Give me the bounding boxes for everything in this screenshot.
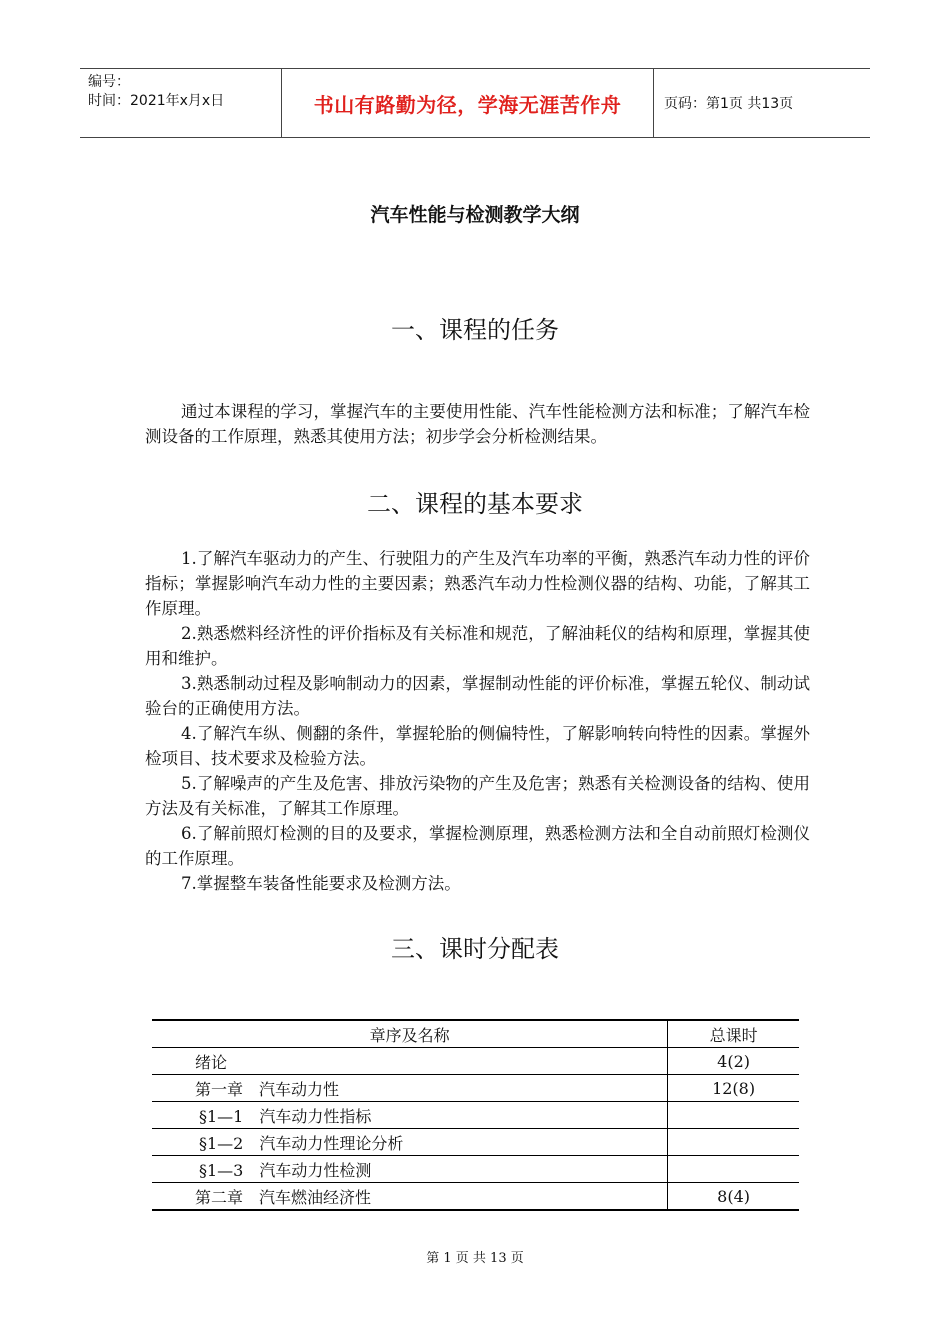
- table-row: [152, 1129, 799, 1156]
- table-header-row: [152, 1020, 799, 1048]
- column-header-chapter: 章序及名称: [152, 1020, 668, 1048]
- requirement-item: 6.了解前照灯检测的目的及要求，掌握检测原理，熟悉检测方法和全自动前照灯检测仪的工作原理。: [145, 824, 810, 868]
- hours-table: [152, 1019, 799, 1211]
- chapter-name: §1—1 汽车动力性指标: [152, 1102, 668, 1129]
- time-label: 时间：2021年x月x日: [88, 93, 225, 109]
- header-motto: 书山有路勤为径，学海无涯苦作舟: [313, 92, 622, 117]
- chapter-name: §1—2 汽车动力性理论分析: [152, 1129, 668, 1156]
- section-heading-hours: 三、课时分配表: [391, 935, 559, 963]
- chapter-name: 绪论: [152, 1048, 668, 1075]
- requirement-item: 7.掌握整车装备性能要求及检测方法。: [181, 874, 461, 893]
- table-row: [152, 1156, 799, 1183]
- chapter-name: 第二章 汽车燃油经济性: [152, 1183, 668, 1211]
- task-paragraph: [145, 399, 810, 449]
- task-paragraph-text: 通过本课程的学习，掌握汽车的主要使用性能、汽车性能检测方法和标准；了解汽车检测设备的工作原理，熟悉其使用方法；初步学会分析检测结果。: [145, 402, 810, 446]
- requirement-item: 2.熟悉燃料经济性的评价指标及有关标准和规范，了解油耗仪的结构和原理，掌握其使用和维护。: [145, 624, 810, 668]
- chapter-hours: [668, 1156, 799, 1183]
- table-row: [152, 1183, 799, 1211]
- page-footer: 第 1 页 共 13 页: [426, 1251, 524, 1266]
- number-label: 编号：: [88, 74, 130, 90]
- section-heading-requirements: 二、课程的基本要求: [367, 490, 583, 518]
- chapter-name: §1—3 汽车动力性检测: [152, 1156, 668, 1183]
- column-header-hours: 总课时: [668, 1020, 799, 1048]
- table-row: [152, 1048, 799, 1075]
- requirements-list: [145, 546, 810, 896]
- chapter-name: 第一章 汽车动力性: [152, 1075, 668, 1102]
- header-meta: [80, 69, 282, 137]
- chapter-hours: 8(4): [668, 1183, 799, 1211]
- table-row: [152, 1102, 799, 1129]
- chapter-hours: 4(2): [668, 1048, 799, 1075]
- chapter-hours: [668, 1129, 799, 1156]
- header-page-info: 页码：第1页 共13页: [664, 96, 794, 112]
- page-header: [80, 68, 870, 138]
- chapter-hours: 12(8): [668, 1075, 799, 1102]
- requirement-item: 5.了解噪声的产生及危害、排放污染物的产生及危害；熟悉有关检测设备的结构、使用方法及有关标准，了解其工作原理。: [145, 774, 810, 818]
- chapter-hours: [668, 1102, 799, 1129]
- document-title: 汽车性能与检测教学大纲: [370, 204, 580, 226]
- header-motto-cell: [282, 69, 654, 137]
- section-heading-tasks: 一、课程的任务: [391, 316, 559, 344]
- requirement-item: 3.熟悉制动过程及影响制动力的因素，掌握制动性能的评价标准，掌握五轮仪、制动试验台的正确使用方法。: [145, 674, 810, 718]
- requirement-item: 4.了解汽车纵、侧翻的条件，掌握轮胎的侧偏特性，了解影响转向特性的因素。掌握外检项目、技术要求及检验方法。: [145, 724, 810, 768]
- table-row: [152, 1075, 799, 1102]
- requirement-item: 1.了解汽车驱动力的产生、行驶阻力的产生及汽车功率的平衡，熟悉汽车动力性的评价指标；掌握影响汽车动力性的主要因素；熟悉汽车动力性检测仪器的结构、功能，了解其工作原理。: [145, 549, 810, 618]
